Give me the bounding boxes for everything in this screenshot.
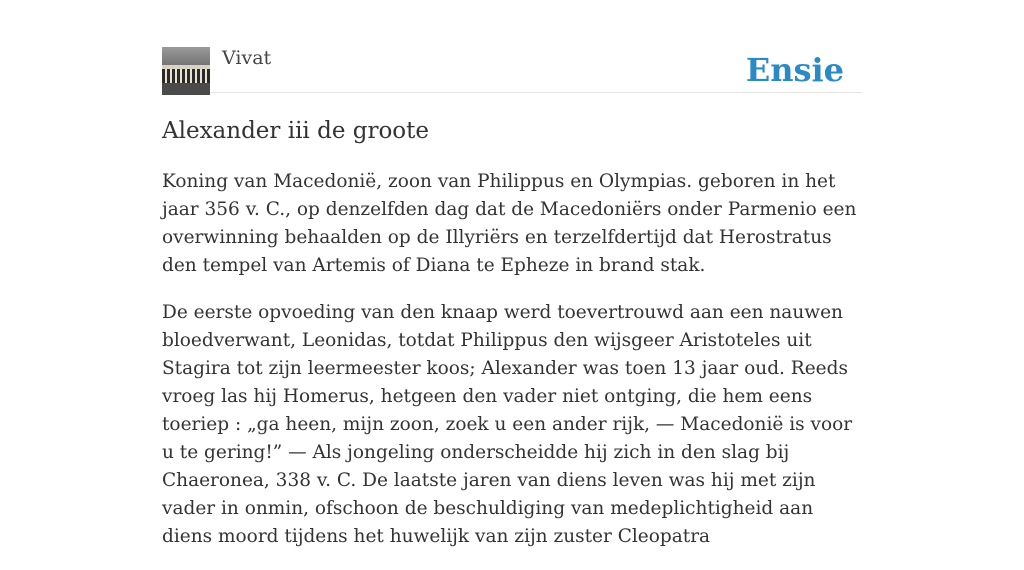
paragraph: Koning van Macedonië, zoon van Philippus en Olympias. geboren in het jaar 356 v. C., op denzelfden dag dat de Macedoniërs onder Parmenio een overwinning behaalden op de Illyriërs en terzelfdertijd dat Herostratus den tempel van Artemis of Diana te Epheze in brand stak. xyxy=(162,171,857,276)
paragraph: De eerste opvoeding van den knaap werd toevertrouwd aan een nauwen bloedverwant, Leonidas, totdat Philippus den wijsgeer Aristoteles uit Stagira tot zijn leermeester koos; Alexander was toen 13 jaar oud. Reeds vroeg las hij Homerus, hetgeen den vader niet ontging, die hem eens toeriep : „ga heen, mijn zoon, zoek u een ander rijk, — Macedonië is voor u te gering!” — Als jongeling onderscheidde hij zich in den slag bij Chaeronea, 338 v. C. De laatste jaren van diens leven was hij met zijn vader in onmin, ofschoon de beschuldiging van medeplichtigheid aan diens moord tijdens het huwelijk van zijn zuster Cleopatra xyxy=(162,302,853,547)
page-header xyxy=(162,46,862,93)
brand-logo[interactable]: Ensie xyxy=(745,51,844,89)
article-body xyxy=(162,168,862,570)
author-name[interactable]: Vivat xyxy=(222,47,272,69)
author-avatar[interactable] xyxy=(162,47,210,95)
page-title: Alexander iii de groote xyxy=(162,118,430,144)
avatar-image xyxy=(162,47,210,95)
